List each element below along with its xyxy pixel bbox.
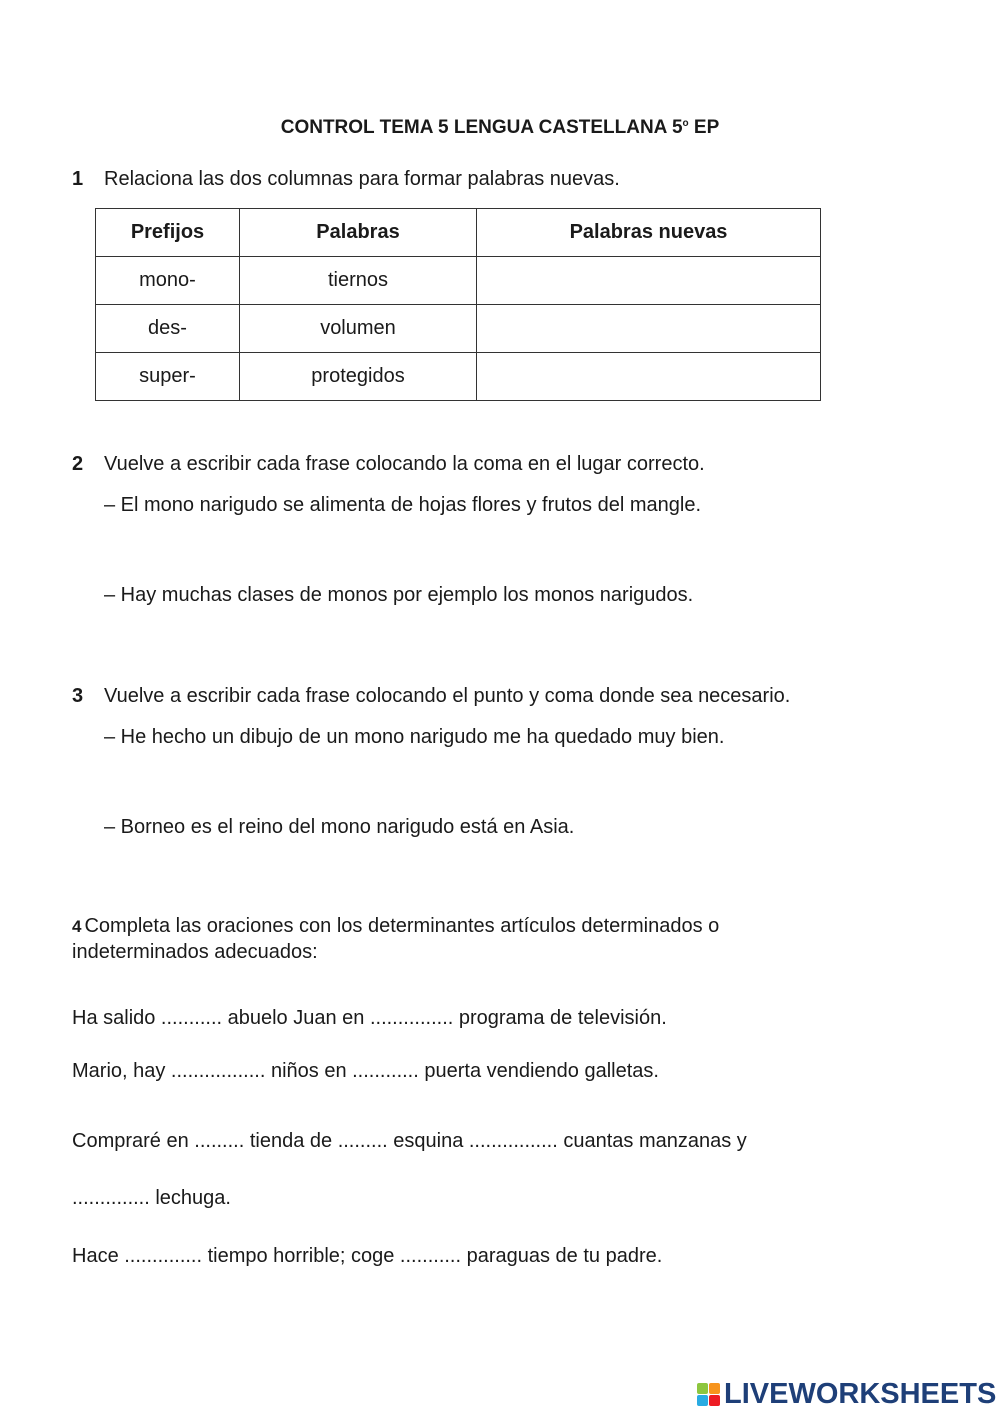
question-instruction: Relaciona las dos columnas para formar palabras nuevas. [104,168,620,190]
sentence-item: – El mono narigudo se alimenta de hojas flores y frutos del mangle. [104,494,702,516]
question-instruction: Vuelve a escribir cada frase colocando la coma en el lugar correcto. [104,453,705,475]
fill-sentence: Mario, hay ................. niños en ............ puerta vendiendo galletas. [72,1060,659,1082]
question-4 [72,915,719,938]
sentence-item: – He hecho un dibujo de un mono narigudo me ha quedado muy bien. [104,726,725,748]
prefix-table [95,208,821,401]
table-row [96,257,821,305]
table-row [96,305,821,353]
logo-square-w [709,1383,720,1394]
question-number: 1 [72,168,84,190]
question-1 [72,168,620,191]
prefix-cell: mono- [96,257,240,305]
prefix-cell: super- [96,353,240,401]
prefix-cell: des- [96,305,240,353]
liveworksheets-logo [697,1378,996,1410]
title-main: CONTROL TEMA 5 LENGUA CASTELLANA 5 [280,117,683,138]
question-number: 3 [72,685,84,707]
answer-cell[interactable] [477,305,821,353]
fill-sentence: Compraré en ......... tienda de ......... esquina ................ cuantas manzanas y [72,1130,747,1152]
logo-square-l [697,1383,708,1394]
table-header-row [96,209,821,257]
question-instruction-cont: indeterminados adecuados: [72,941,318,963]
question-2 [72,453,705,476]
column-header: Prefijos [96,209,240,257]
logo-square-v [709,1395,720,1406]
page-title [0,117,1000,139]
logo-mark-icon [697,1383,720,1406]
fill-sentence: Ha salido ........... abuelo Juan en ............... programa de televisión. [72,1007,667,1029]
question-instruction: Vuelve a escribir cada frase colocando el punto y coma donde sea necesario. [104,685,791,707]
sentence-item: – Borneo es el reino del mono narigudo está en Asia. [104,816,575,838]
question-3 [72,685,790,708]
question-number: 4 [72,917,82,936]
answer-cell[interactable] [477,353,821,401]
logo-square-i [697,1395,708,1406]
column-header: Palabras [240,209,477,257]
question-number: 2 [72,453,84,475]
fill-sentence: .............. lechuga. [72,1187,231,1209]
word-cell: volumen [240,305,477,353]
logo-text: LIVEWORKSHEETS [724,1377,997,1410]
word-cell: tiernos [240,257,477,305]
column-header: Palabras nuevas [477,209,821,257]
title-end: EP [688,117,720,138]
sentence-item: – Hay muchas clases de monos por ejemplo los monos narigudos. [104,584,694,606]
fill-sentence: Hace .............. tiempo horrible; coge ........... paraguas de tu padre. [72,1245,663,1267]
title-superscript: o [682,118,689,129]
question-instruction: Completa las oraciones con los determinantes artículos determinados o [84,915,720,937]
word-cell: protegidos [240,353,477,401]
answer-cell[interactable] [477,257,821,305]
table-row [96,353,821,401]
